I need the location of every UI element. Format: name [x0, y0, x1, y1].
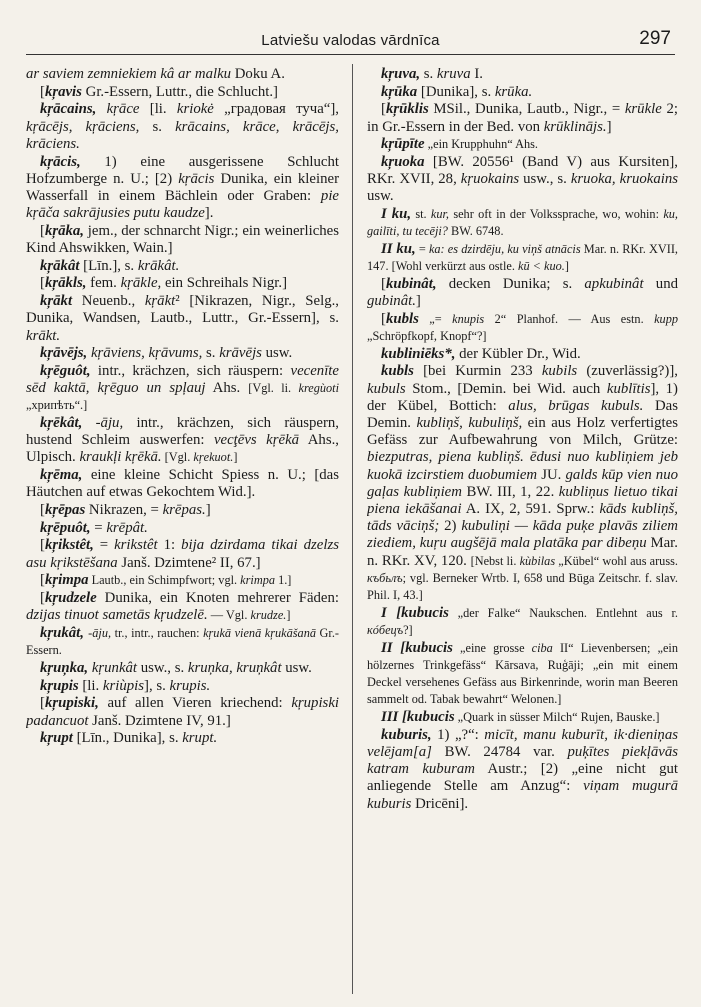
- entry-text: usw., s.: [137, 659, 188, 676]
- entry-text: -āju,: [88, 626, 112, 640]
- entry-text: Janš. Dzimtene² II, 67.]: [117, 554, 261, 571]
- entry-text: alus, brūgas kubuls.: [508, 397, 644, 414]
- entry-text: kŗācējs, kŗāciens,: [26, 118, 140, 135]
- dictionary-entry: [367, 727, 678, 813]
- entry-text: Mar. n. RKr. XVII, 147. [Wohl verkürzt aus ostle.: [367, 242, 678, 274]
- entry-text: 1) eine ausgerissene Schlucht Hofzumberge n. U.; [2): [26, 153, 339, 187]
- entry-text: ], 1) der Kübel, Bottich:: [367, 380, 678, 414]
- entry-text: ]: [606, 118, 612, 135]
- entry-headword: kŗuņka,: [40, 659, 89, 676]
- entry-text: Ahs.: [205, 380, 249, 397]
- dictionary-entry: [367, 206, 678, 240]
- entry-text: Stom., [Demin. bei Wid. auch: [405, 380, 607, 397]
- dictionary-entry: [26, 520, 339, 537]
- entry-text: intr., krächzen, sich räuspern:: [90, 362, 291, 379]
- entry-headword: kŗavis: [44, 83, 82, 100]
- entry-headword: kubliniēks*,: [381, 345, 456, 362]
- dictionary-entry: [26, 572, 339, 589]
- entry-text: viņam mugurā kuburis: [367, 778, 678, 812]
- dictionary-entry: [367, 136, 678, 153]
- entry-headword: kŗēma,: [40, 467, 83, 484]
- entry-text: knupis: [452, 311, 485, 326]
- entry-headword: ku,: [396, 241, 416, 258]
- entry-text: kraukļi kŗēkā.: [79, 449, 162, 466]
- entry-headword: kŗēpas: [44, 502, 86, 519]
- entry-text: ], s.: [144, 677, 170, 694]
- entry-text: biezputras, piena kubliņš. ēdusi nuo kubliņiem jeb kuokā izcirstiem duobumiem: [367, 449, 678, 483]
- entry-text: [: [381, 101, 386, 118]
- entry-text: [: [40, 502, 45, 519]
- entry-text: II: [381, 639, 401, 656]
- dictionary-entry: [26, 467, 339, 501]
- entry-text: krākt.: [26, 327, 61, 344]
- entry-text: ² [Nikrazen, Nigr., Selg., Dunika, Wandsen, Lautb., Luttr., Gr.-Essern], s.: [26, 293, 339, 327]
- dictionary-entry: [26, 66, 339, 83]
- entry-text: galds kūp vien nuo gaļas kubliņiem: [367, 466, 678, 500]
- entry-text: =: [415, 242, 429, 257]
- entry-text: s.: [420, 66, 437, 82]
- entry-text: usw.: [367, 188, 394, 205]
- entry-text: ]: [205, 502, 211, 519]
- dictionary-entry: [367, 346, 678, 363]
- entry-text: kŗukā vienā kŗukāšanā: [203, 626, 316, 640]
- entry-text: vecţēvs kŗēkā: [213, 432, 300, 449]
- entry-text: [Līn., Dunika], s.: [72, 730, 183, 747]
- entry-headword: kŗikstêt,: [44, 537, 94, 554]
- entry-headword: [kubucis: [396, 604, 449, 621]
- entry-text: BW. 6748.: [447, 224, 504, 239]
- entry-text: kŗunkât: [91, 659, 138, 676]
- entry-headword: kŗūpīte: [381, 136, 425, 153]
- entry-text: s.: [202, 345, 220, 362]
- entry-text: kŗāce: [106, 101, 140, 118]
- entry-text: 1.]: [275, 573, 292, 588]
- dictionary-entry: [26, 537, 339, 571]
- entry-text: krudze.: [250, 608, 287, 623]
- entry-text: Das Demin.: [367, 397, 678, 432]
- entry-text: kubils: [541, 363, 578, 380]
- dictionary-entry: [26, 258, 339, 275]
- entry-text: auf allen Vieren kriechend:: [98, 695, 292, 712]
- entry-text: kupp: [654, 311, 678, 326]
- entry-headword: kŗākt: [40, 293, 73, 310]
- entry-headword: kuburis,: [381, 726, 432, 743]
- entry-text: кóбецъ: [367, 623, 404, 637]
- dictionary-entry: [367, 66, 678, 83]
- entry-text: krimpa: [240, 573, 275, 588]
- entry-headword: kŗimpa: [44, 572, 89, 589]
- entry-text: BW. 24784 var.: [431, 743, 568, 760]
- entry-text: [: [40, 572, 45, 589]
- entry-text: ka: es dzirdēju, ku viņš atnācis: [428, 242, 581, 257]
- entry-text: kŗācis: [178, 170, 215, 187]
- entry-text: vecenīte sēd kaktā, kŗēguo un spļauj: [26, 362, 339, 397]
- entry-text: krūkle: [624, 101, 662, 118]
- entry-text: „Schröpfkopf, Knopf“?]: [367, 329, 487, 344]
- entry-text: jem., der schnarcht Nigr.; ein weinerliches Kind Ahswikken, Wain.]: [26, 222, 339, 257]
- entry-headword: kŗuva,: [381, 66, 421, 82]
- entry-text: [: [40, 222, 45, 239]
- entry-text: 2“ Planhof. — Aus estn.: [484, 311, 655, 326]
- entry-headword: kŗupt: [40, 730, 73, 747]
- dictionary-entry: [26, 730, 339, 747]
- entry-text: ku, gailīti, tu tecēji?: [367, 207, 678, 239]
- entry-text: —: [207, 608, 226, 623]
- dictionary-entry: [26, 154, 339, 223]
- entry-headword: kŗudzele: [44, 590, 97, 607]
- dictionary-entry: [26, 625, 339, 659]
- entry-headword: kubls: [381, 363, 414, 380]
- entry-headword: [kubucis: [400, 639, 453, 656]
- dictionary-entry: [367, 276, 678, 310]
- entry-text: krācains, krāce, krācējs, krāciens.: [26, 118, 339, 152]
- entry-text: (zuverlässig?)],: [577, 363, 678, 380]
- dictionary-entry: [367, 605, 678, 639]
- entry-text: kregùoti: [298, 381, 339, 396]
- entry-text: kriokė: [176, 101, 214, 118]
- entry-text: [82, 415, 95, 431]
- entry-headword: kŗākât: [40, 257, 80, 274]
- entry-text: Vgl.: [225, 608, 251, 623]
- entry-text: kruva: [436, 66, 471, 82]
- entry-text: kŗupiski padancuot: [26, 695, 339, 729]
- entry-text: =: [93, 537, 115, 554]
- entry-text: Mar. n. RKr. XV, 120.: [367, 535, 678, 569]
- entry-text: II“ Lievenbersen; „ein hölzernes Trinkgefäss“ Kārsava, Ruģāji; „ein mit einem Deckel versehenes Gefäss aus Birkenrinde, worin man Beeren sammelt od. Tabak bewahrt“ Welonen.]: [367, 640, 678, 707]
- entry-text: dzijas tinuot sametās kŗudzelē.: [26, 607, 208, 624]
- entry-text: usw.: [281, 659, 312, 676]
- entry-text: usw.: [261, 345, 293, 362]
- entry-text: micīt, manu kuburīt, ik·dieniņas velējam[a]: [367, 726, 678, 760]
- entry-text: [96, 101, 106, 117]
- entry-text: decken Dunika; s.: [436, 275, 585, 292]
- entry-text: [Nebst li.: [470, 553, 520, 568]
- entry-headword: kŗēpuôt,: [40, 519, 91, 536]
- entry-text: usw., s.: [519, 171, 571, 188]
- entry-text: Janš. Dzimtene IV, 91.]: [88, 712, 231, 729]
- entry-text: 1:: [157, 537, 182, 554]
- dictionary-entry: [26, 660, 339, 677]
- entry-text: „=: [418, 311, 453, 326]
- entry-text: ; vgl. Berneker Wrtb. I, 658 und Būga Zeitschr. f. slav. Phil. I, 43.]: [367, 570, 678, 603]
- entry-headword: kŗāka,: [44, 222, 84, 239]
- entry-text: krikstêt: [114, 537, 158, 554]
- entry-text: krēpas.: [162, 502, 206, 519]
- entry-text: ar saviem zemniekiem kâ ar malku: [26, 66, 232, 82]
- entry-text: I: [381, 604, 397, 621]
- entry-text: Nikrazen, =: [85, 502, 163, 519]
- entry-text: ciba: [531, 640, 553, 655]
- entry-headword: kŗāvējs,: [40, 345, 88, 362]
- entry-text: Gr.-Essern.: [26, 626, 339, 658]
- entry-text: I: [381, 206, 392, 223]
- running-title: Latviešu valodas vārdnīca: [261, 32, 440, 49]
- entry-headword: kŗēkât,: [40, 415, 83, 432]
- column-divider: [352, 64, 353, 994]
- entry-text: eine kleine Schicht Spiess n. U.; [das Häutchen auf etwas Gekochtem Wid.].: [26, 467, 339, 501]
- entry-text: „der Falke“ Naukschen. Entlehnt aus r.: [448, 605, 678, 620]
- entry-headword: kŗācis,: [40, 153, 81, 170]
- entry-text: „ein Krupphuhn“ Ahs.: [424, 137, 538, 152]
- entry-text: kŗekuot.: [193, 450, 234, 465]
- dictionary-entry: [26, 678, 339, 695]
- entry-headword: kŗupis: [40, 677, 79, 694]
- dictionary-entry: [367, 101, 678, 135]
- entry-headword: kŗukât,: [40, 625, 84, 641]
- entry-text: krūklinājs.: [543, 118, 607, 135]
- entry-text: -āju,: [95, 415, 124, 432]
- entry-text: kùbilas: [519, 553, 556, 568]
- entry-text: kŗākt: [144, 293, 176, 310]
- dictionary-entry: [26, 363, 339, 415]
- entry-text: JU.: [537, 466, 566, 483]
- entry-text: [: [381, 310, 386, 327]
- entry-text: kāds kubliņš, tāds vāciņš;: [367, 501, 678, 535]
- dictionary-entry: [367, 640, 678, 709]
- entry-text: [: [40, 537, 45, 554]
- entry-text: Neuenb.,: [72, 293, 145, 310]
- entry-text: къбьлъ: [367, 570, 403, 585]
- entry-text: III: [381, 709, 402, 726]
- entry-text: kruoka, kruokains: [570, 171, 678, 188]
- entry-headword: kubinât,: [385, 275, 437, 292]
- entry-text: ein Schreihals Nigr.]: [161, 275, 287, 292]
- entry-text: ].: [204, 205, 214, 222]
- entry-text: 2; in Gr.-Essern in der Bed. von: [367, 101, 678, 135]
- dictionary-entry: [26, 101, 339, 153]
- entry-text: [: [40, 695, 45, 712]
- entry-text: kŗuokains: [460, 171, 520, 188]
- entry-text: [: [40, 83, 45, 100]
- entry-text: Lautb., ein Schimpfwort; vgl.: [88, 573, 241, 588]
- entry-text: kubuliņi — kāda puķe plavās ziliem ziediem, kuŗu augšējā mala platāka par dibeņu: [367, 518, 678, 552]
- entry-text: [: [381, 275, 386, 292]
- dictionary-entry: [26, 223, 339, 257]
- entry-text: Austr.; [2) „eine nicht gut anliegende Stelle am Anzug“:: [367, 761, 678, 795]
- entry-text: ]: [564, 259, 569, 274]
- entry-text: [bei Kurmin 233: [413, 363, 542, 380]
- entry-text: st.: [411, 207, 431, 222]
- entry-text: „хрипѣть“.]: [26, 398, 88, 413]
- entry-text: Dricēni].: [411, 795, 469, 812]
- running-header: [26, 26, 675, 55]
- entry-text: s.: [139, 118, 176, 135]
- entry-text: [: [40, 590, 45, 607]
- entry-text: „Quark in süsser Milch“ Rujen, Bauske.]: [454, 710, 660, 725]
- entry-text: Dunika, ein kleiner Wasserfall in einem Bächlein oder Graben:: [26, 170, 339, 204]
- entry-text: Dunika, ein Knoten mehrerer Fäden:: [96, 590, 339, 607]
- entry-headword: kŗēguôt,: [40, 362, 91, 379]
- entry-text: Ahs., Ulpisch.: [26, 432, 339, 466]
- entry-text: [: [40, 275, 45, 292]
- entry-text: kubliņus lietuo tikai piena iekāšanai: [367, 483, 678, 518]
- entry-text: krupt.: [182, 730, 218, 747]
- dictionary-entry: [26, 502, 339, 519]
- entry-text: [Vgl. li.: [248, 381, 299, 396]
- entry-text: krēpât.: [106, 519, 148, 536]
- entry-text: kur,: [430, 207, 450, 222]
- entry-text: krāvējs: [219, 345, 262, 362]
- entry-text: II: [381, 241, 397, 258]
- dictionary-entry: [367, 84, 678, 101]
- entry-text: kubuls: [367, 380, 406, 397]
- dictionary-entry: [26, 84, 339, 101]
- entry-text: I.: [470, 66, 483, 82]
- dictionary-entry: [26, 345, 339, 362]
- entry-headword: kŗūklis: [385, 101, 429, 118]
- entry-text: und: [643, 275, 678, 292]
- entry-text: krākât.: [137, 257, 180, 274]
- entry-text: A. IX, 2, 591. Sprw.:: [461, 501, 600, 518]
- entry-text: Doku A.: [231, 66, 285, 82]
- entry-text: 1) „?“:: [431, 726, 485, 743]
- dictionary-entry: [367, 363, 678, 604]
- dictionary-entry: [26, 293, 339, 345]
- entry-text: intr., krächzen, sich räuspern, hustend Schleim auswerfen:: [26, 415, 339, 449]
- entry-text: ?]: [403, 623, 413, 637]
- dictionary-entry: [26, 275, 339, 292]
- right-column: [367, 66, 678, 991]
- entry-text: kubliņš, kubuliņš,: [416, 415, 523, 432]
- entry-text: sehr oft in der Volkssprache, wo, wohin:: [449, 207, 664, 222]
- entry-text: MSil., Dunika, Lautb., Nigr., =: [428, 101, 625, 118]
- entry-text: tr., intr., rauchen:: [111, 626, 204, 640]
- entry-text: [li.: [139, 101, 177, 118]
- entry-text: [Vgl.: [161, 450, 194, 465]
- dictionary-entry: [26, 695, 339, 729]
- entry-text: kublītis: [606, 380, 651, 397]
- entry-text: 2): [439, 518, 462, 535]
- page-number: 297: [639, 28, 671, 49]
- entry-text: kŗākle,: [120, 275, 162, 292]
- entry-headword: kŗuoka: [381, 154, 425, 171]
- entry-headword: ku,: [391, 206, 412, 223]
- dictionary-entry: [26, 590, 339, 624]
- entry-text: kriùpis: [102, 677, 145, 694]
- entry-text: [BW. 20556¹ (Band V) aus Kursiten], RKr. XVII, 28,: [367, 154, 678, 188]
- entry-headword: [kubucis: [401, 709, 455, 726]
- entry-text: ]: [286, 608, 291, 623]
- entry-text: kŗāviens, kŗāvums,: [90, 345, 203, 362]
- entry-text: Gr.-Essern, Luttr., die Schlucht.]: [81, 83, 278, 100]
- entry-text: ]: [233, 450, 238, 465]
- dictionary-entry: [26, 415, 339, 467]
- entry-text: kruņka, kruņkât: [187, 659, 282, 676]
- entry-text: BW. III, 1, 22.: [461, 483, 559, 500]
- entry-text: fem.: [86, 275, 121, 292]
- dictionary-entry: [367, 241, 678, 275]
- dictionary-entry: [367, 709, 678, 726]
- entry-text: [li.: [78, 677, 103, 694]
- entry-text: „градовая туча“],: [213, 101, 339, 118]
- entry-text: apkubinât: [584, 275, 644, 292]
- entry-text: „eine grosse: [452, 640, 532, 655]
- entry-text: krūka.: [494, 83, 533, 100]
- entry-text: ]: [415, 293, 421, 310]
- entry-headword: kŗācains,: [40, 101, 97, 118]
- entry-headword: kŗūka: [381, 83, 418, 100]
- dictionary-entry: [367, 154, 678, 206]
- entry-text: gubinât.: [367, 293, 416, 310]
- entry-text: krupis.: [169, 677, 211, 694]
- entry-text: pie kŗāča sakrājusies putu kaudze: [26, 187, 339, 222]
- dictionary-entry: [367, 311, 678, 345]
- entry-headword: kŗupiski,: [44, 695, 99, 712]
- entry-text: ein aus Holz verfertigtes Gefäss zur Aufbewahrung von Milch, Grütze:: [367, 415, 678, 449]
- entry-text: =: [90, 519, 107, 536]
- entry-text: puķītes piekļāvās katram kuburam: [367, 743, 678, 778]
- left-column: [26, 66, 339, 991]
- entry-text: der Kübler Dr., Wid.: [455, 345, 581, 362]
- entry-text: bija dzirdama tikai dzelzs asu kŗikstēšana: [26, 537, 339, 571]
- entry-text: „Kübel“ wohl aus aruss.: [555, 553, 678, 568]
- entry-headword: kubls: [385, 310, 419, 327]
- entry-text: [Dunika], s.: [417, 83, 495, 100]
- entry-headword: kŗākls,: [44, 275, 87, 292]
- entry-text: [Līn.], s.: [79, 257, 138, 274]
- entry-text: kū < kuo.: [517, 259, 565, 274]
